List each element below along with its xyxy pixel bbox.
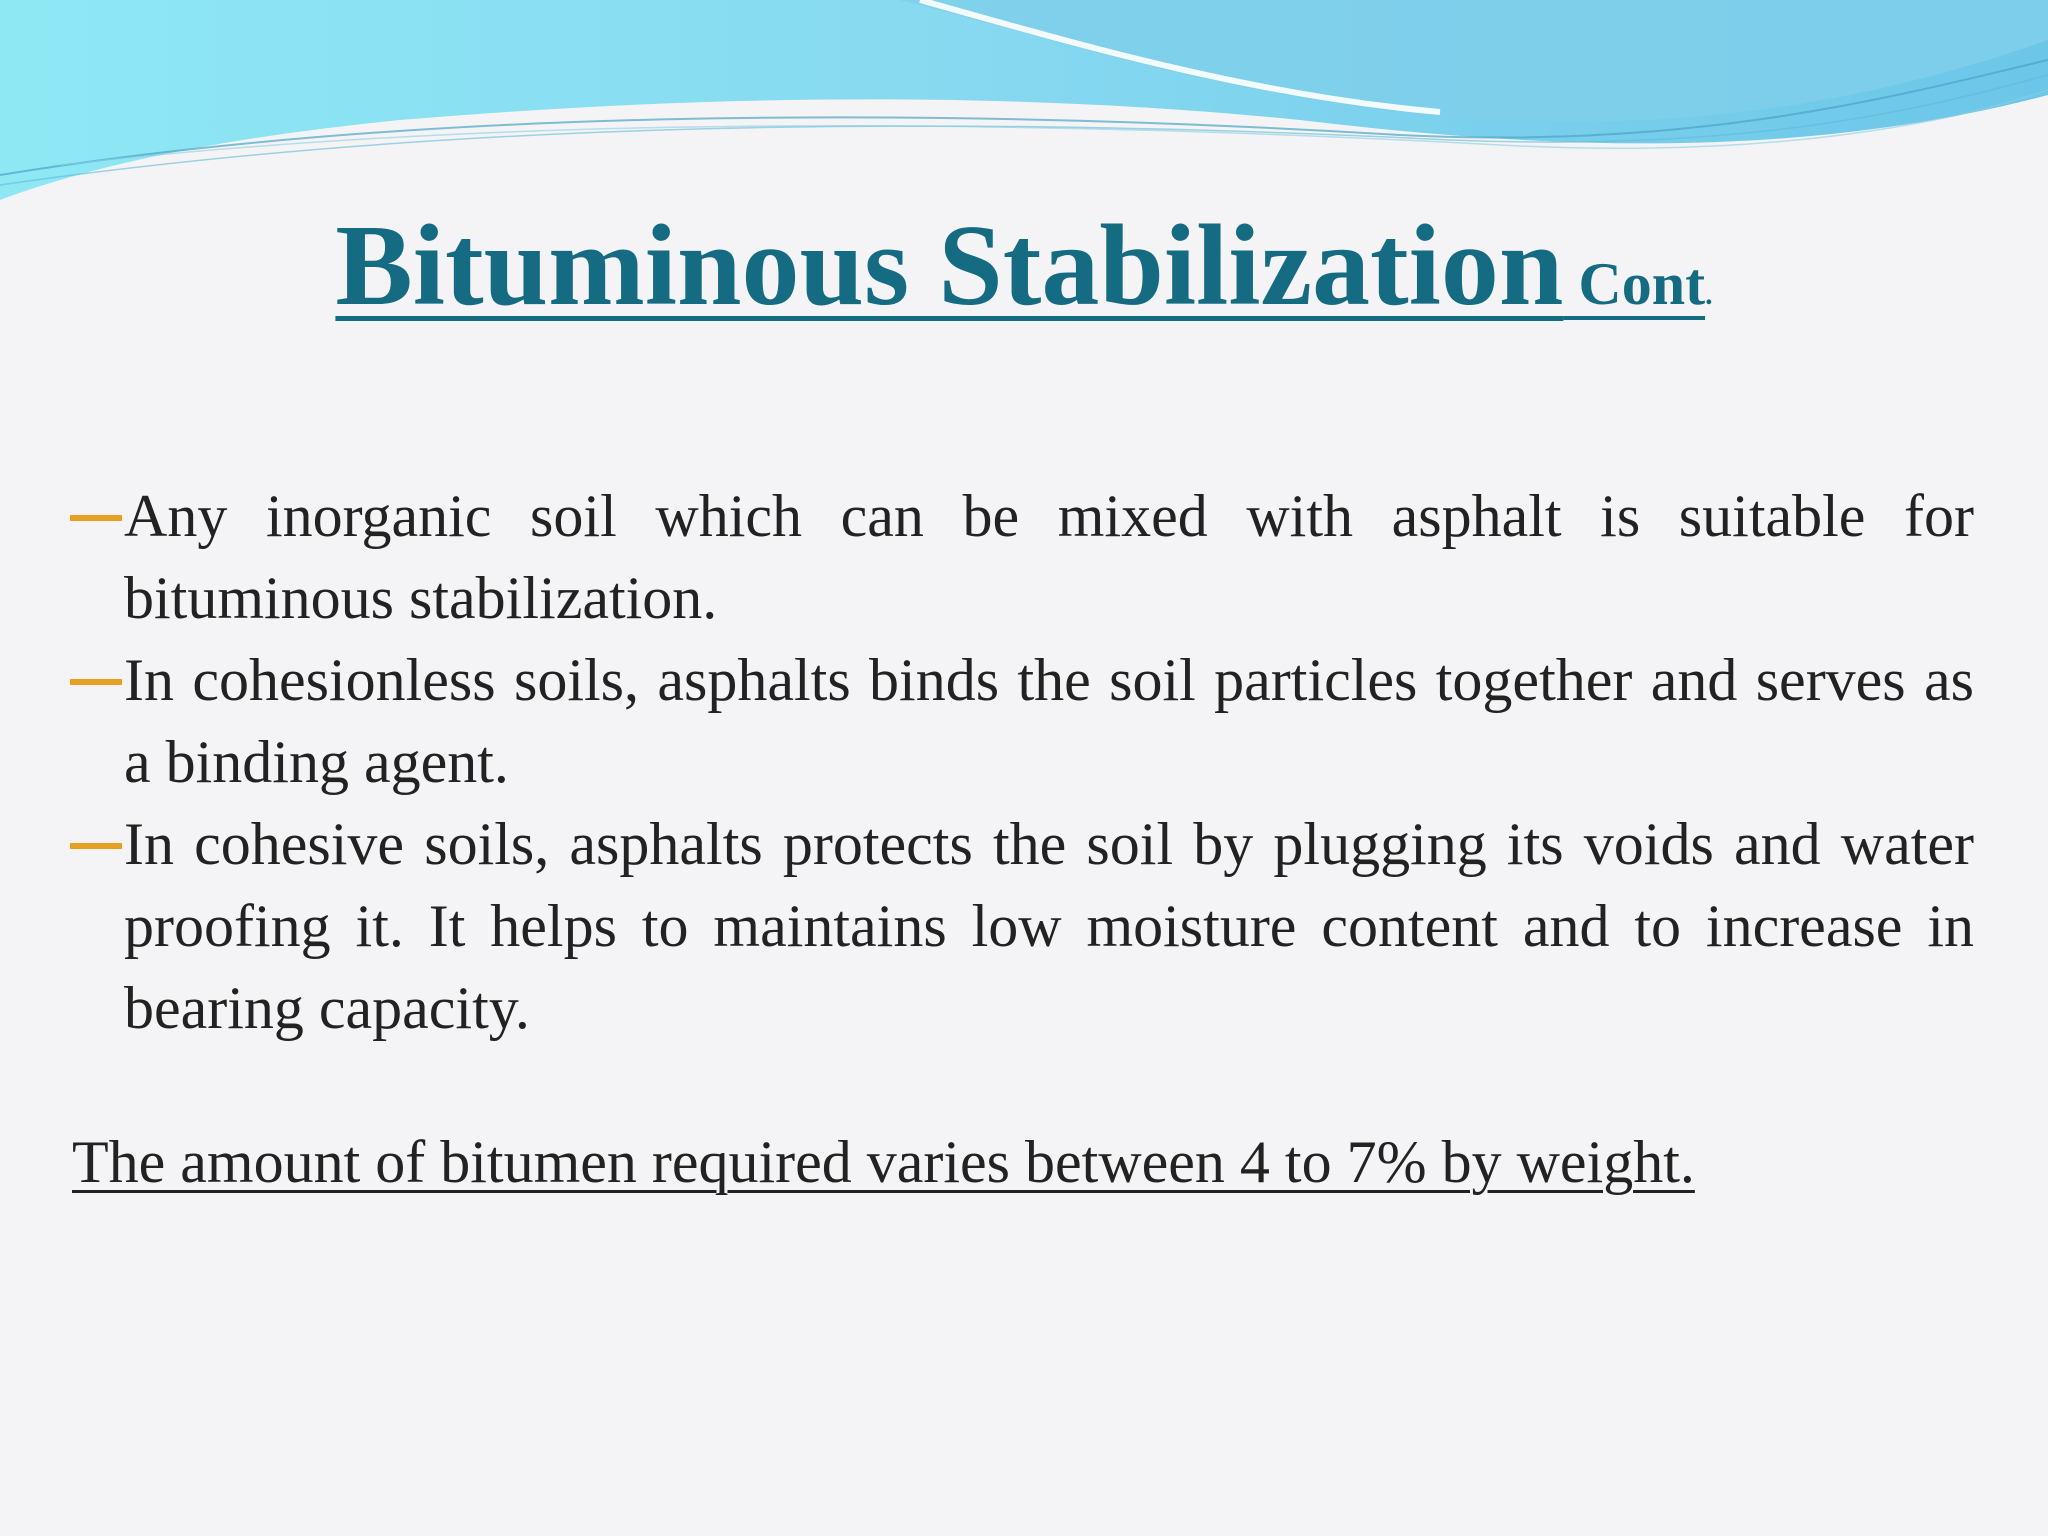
bullet-text: Any inorganic soil which can be mixed with asphalt is suitable for bituminous stabilization. — [124, 483, 1974, 631]
title-suffix: Cont — [1563, 251, 1706, 317]
bitumen-amount-note: The amount of bitumen required varies between 4 to 7% by weight. — [72, 1129, 1695, 1195]
title-main: Bituminous Stabilization — [335, 202, 1564, 330]
bullet-text: In cohesive soils, asphalts protects the soil by plugging its voids and water proofing it. It helps to maintains low moisture content and to increase in bearing capacity. — [124, 811, 1974, 1041]
bullet-item — [70, 475, 1974, 639]
bullet-item — [70, 639, 1974, 803]
dash-bullet-icon — [70, 515, 122, 521]
dash-bullet-icon — [70, 679, 122, 685]
dash-bullet-icon — [70, 843, 122, 849]
bullet-item — [70, 803, 1974, 1049]
title-suffix-dot: . — [1705, 278, 1713, 311]
slide-title — [0, 200, 2048, 333]
bullet-text: In cohesionless soils, asphalts binds the soil particles together and serves as a binding agent. — [124, 647, 1974, 795]
bullet-list — [70, 475, 1974, 1049]
